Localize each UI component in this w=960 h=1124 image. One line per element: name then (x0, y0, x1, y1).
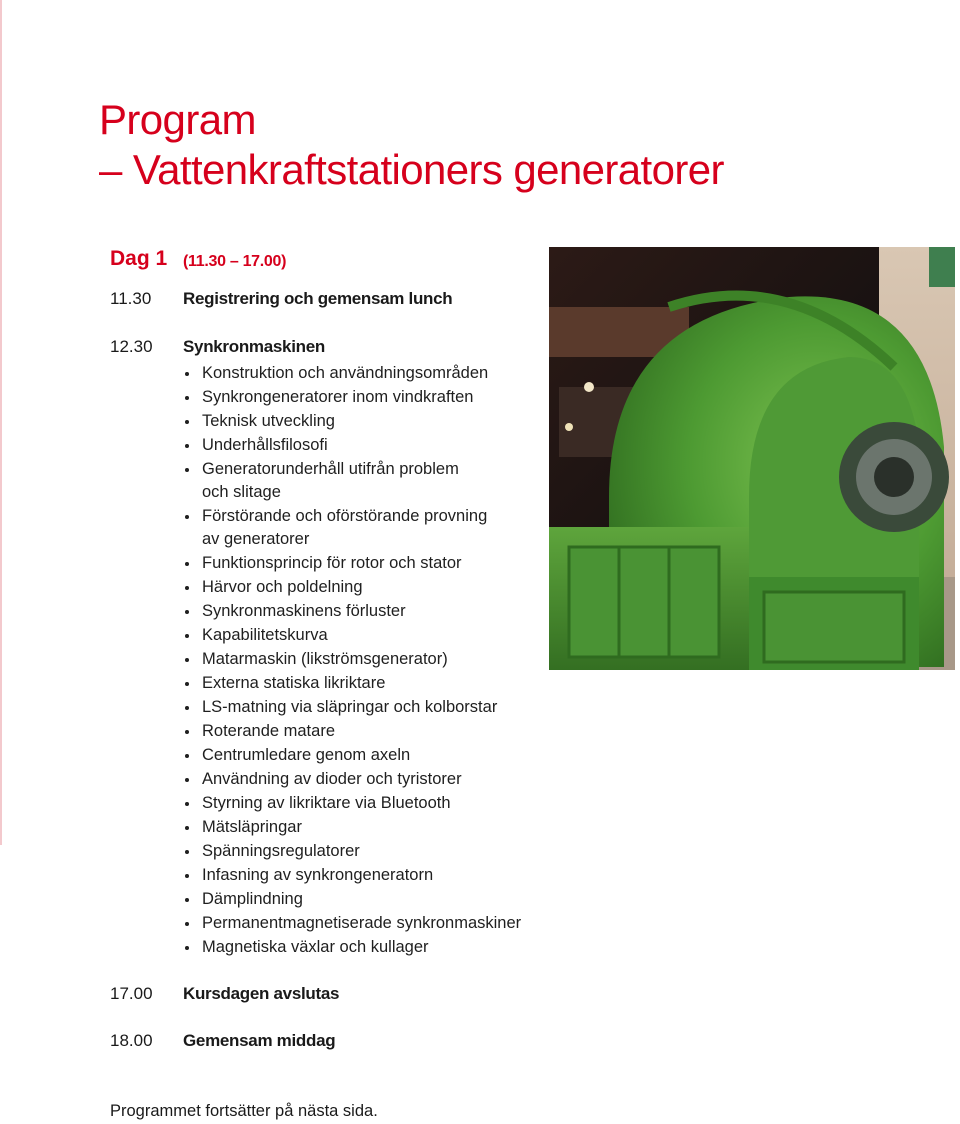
day-label: Dag 1 (110, 247, 168, 270)
schedule-label: Synkronmaskinen (183, 337, 325, 356)
title-line-1: Program (99, 96, 256, 143)
topic-item: Styrning av likriktare via Bluetooth (183, 792, 521, 815)
topic-item: LS-matning via släpringar och kolborstar (183, 696, 521, 719)
schedule-time: 17.00 (110, 984, 153, 1003)
topic-item: Magnetiska växlar och kullager (183, 936, 521, 959)
page-title (99, 96, 724, 194)
green-generator-photo-icon (549, 247, 955, 670)
topic-item: Infasning av synkrongeneratorn (183, 864, 521, 887)
schedule-label: Gemensam middag (183, 1031, 336, 1050)
topic-item: Teknisk utveckling (183, 410, 521, 433)
day-hours: (11.30 – 17.00) (183, 253, 287, 270)
schedule-time: 18.00 (110, 1031, 153, 1050)
topic-item: Permanentmagnetiserade synkronmaskiner (183, 912, 521, 935)
topic-item: Konstruktion och användningsområden (183, 362, 521, 385)
topic-item: Roterande matare (183, 720, 521, 743)
topic-item: Dämplindning (183, 888, 521, 911)
topic-item: Spänningsregulatorer (183, 840, 521, 863)
topic-item: Användning av dioder och tyristorer (183, 768, 521, 791)
topic-item: Härvor och poldelning (183, 576, 521, 599)
title-line-2: – Vattenkraftstationers generatorer (99, 146, 724, 193)
generator-photo (549, 247, 955, 670)
topic-item: Förstörande och oförstörande provning av generatorer (183, 505, 502, 551)
topic-item: Kapabilitetskurva (183, 624, 521, 647)
topic-item: Mätsläpringar (183, 816, 521, 839)
schedule-time: 11.30 (110, 289, 152, 308)
topic-item: Synkronmaskinens förluster (183, 600, 521, 623)
topic-item: Synkrongeneratorer inom vindkraften (183, 386, 521, 409)
page-edge-rule (0, 0, 2, 845)
topic-item: Generatorunderhåll utifrån problem och slitage (183, 458, 487, 504)
topic-item: Funktionsprincip för rotor och stator (183, 552, 521, 575)
topic-item: Centrumledare genom axeln (183, 744, 521, 767)
topic-item: Underhållsfilosofi (183, 434, 521, 457)
topic-list (183, 362, 521, 960)
schedule-label: Registrering och gemensam lunch (183, 289, 453, 308)
topic-item: Externa statiska likriktare (183, 672, 521, 695)
topic-item: Matarmaskin (likströmsgenerator) (183, 648, 521, 671)
footer-note: Programmet fortsätter på nästa sida. (110, 1102, 378, 1120)
schedule-time: 12.30 (110, 337, 153, 356)
schedule-label: Kursdagen avslutas (183, 984, 340, 1003)
